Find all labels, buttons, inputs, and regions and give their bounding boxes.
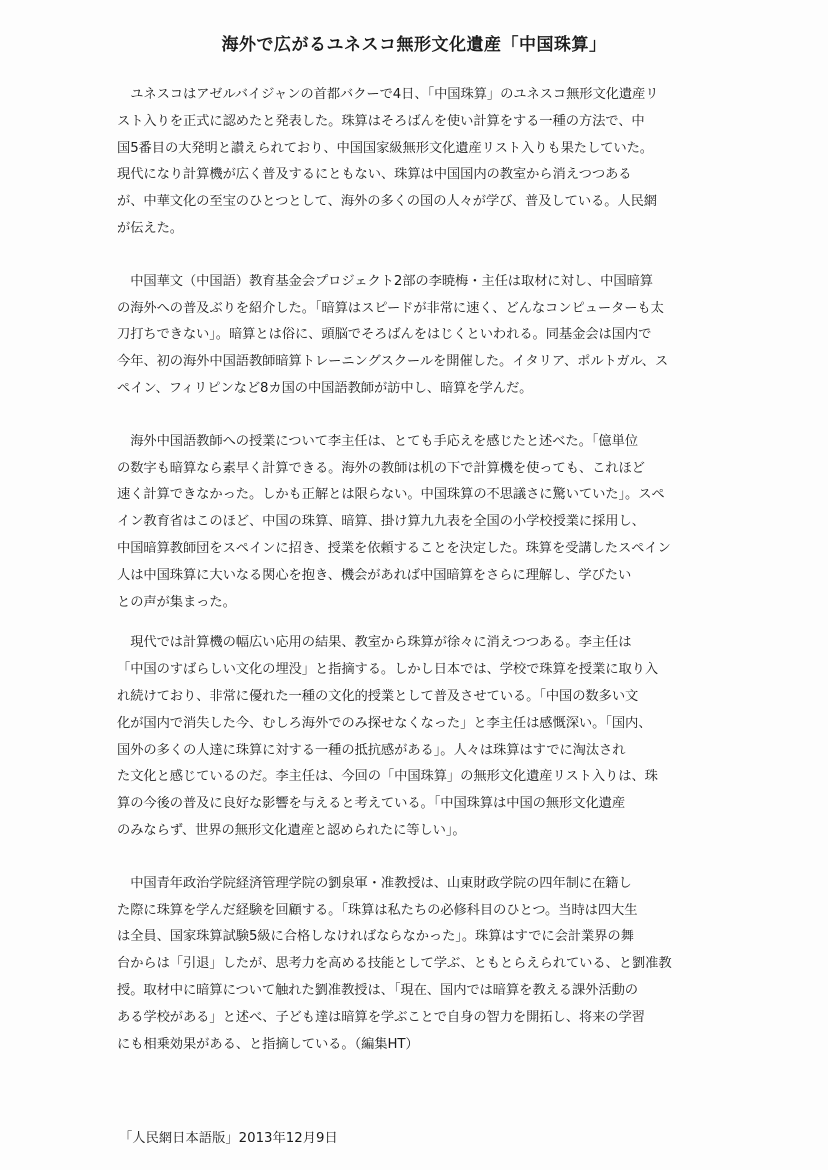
text-line: が伝えた。 bbox=[117, 220, 183, 236]
text-line: た文化と感じているのだ。李主任は、今回の「中国珠算」の無形文化遺産リスト入りは、珠 bbox=[117, 769, 658, 785]
text-line: は全員、国家珠算試験5級に合格しなければならなかった」。珠算はすでに会計業界の舞 bbox=[117, 929, 634, 945]
text-line: の海外への普及ぶりを紹介した。「暗算はスピードが非常に速く、どんなコンピューターも太 bbox=[117, 300, 664, 316]
paragraph-4 bbox=[117, 630, 721, 844]
text-line: ペイン、フィリピンなど8カ国の中国語教師が訪中し、暗算を学んだ。 bbox=[117, 380, 533, 396]
text-line: が、中華文化の至宝のひとつとして、海外の多くの国の人々が学び、普及している。人民網 bbox=[117, 194, 658, 210]
text-line: 中国青年政治学院経済管理学院の劉泉軍・准教授は、山東財政学院の四年制に在籍し bbox=[117, 875, 632, 891]
text-line: 現代になり計算機が広く普及するにともない、珠算は中国国内の教室から消えつつある bbox=[117, 167, 632, 183]
text-line: 現代では計算機の幅広い応用の結果、教室から珠算が徐々に消えつつある。李主任は bbox=[117, 635, 632, 651]
text-line: 国5番目の大発明と讃えられており、中国国家級無形文化遺産リスト入りも果たしていた。 bbox=[117, 140, 653, 156]
text-line: 算の今後の普及に良好な影響を与えると考えている。「中国珠算は中国の無形文化遺産 bbox=[117, 796, 626, 812]
text-line: 授。取材中に暗算について触れた劉准教授は、「現在、国内では暗算を教える課外活動の bbox=[117, 982, 638, 998]
paragraph-5 bbox=[117, 871, 721, 1059]
text-line: 中国暗算教師団をスペインに招き、授業を依頼することを決定した。珠算を受講したスペイン bbox=[117, 540, 671, 556]
text-line: れ続けており、非常に優れた一種の文化的授業として普及させている。「中国の数多い文 bbox=[117, 688, 639, 704]
text-line: 「中国のすばらしい文化の埋没」と指摘する。しかし日本では、学校で珠算を授業に取り入 bbox=[117, 662, 659, 678]
article-body bbox=[117, 82, 721, 1084]
text-line: 人は中国珠算に大いなる関心を抱き、機会があれば中国暗算をさらに理解し、学びたい bbox=[117, 567, 632, 583]
page-title: 海外で広がるユネスコ無形文化遺産「中国珠算」 bbox=[221, 35, 607, 55]
text-line: 台からは「引退」したが、思考力を高める技能として学ぶ、ともとらえられている、と劉准教 bbox=[117, 956, 672, 972]
text-line: ある学校がある」と述べ、子ども達は暗算を学ぶことで自身の智力を開拓し、将来の学習 bbox=[117, 1009, 645, 1025]
paragraph-3 bbox=[117, 429, 721, 617]
text-line: 海外中国語教師への授業について李主任は、とても手応えを感じたと述べた。「億単位 bbox=[117, 433, 638, 449]
text-line: のみならず、世界の無形文化遺産と認められたに等しい」。 bbox=[117, 822, 466, 838]
text-line: の数字も暗算なら素早く計算できる。海外の教師は机の下で計算機を使っても、これほど bbox=[117, 460, 645, 476]
text-line: 国外の多くの人達に珠算に対する一種の抵抗感がある」。人々は珠算はすでに淘汰され bbox=[117, 742, 626, 758]
text-line: 中国華文（中国語）教育基金会プロジェクト2部の李暁梅・主任は取材に対し、中国暗算 bbox=[117, 273, 653, 289]
source-citation: 「人民網日本語版」2013年12月9日 bbox=[119, 1131, 338, 1146]
paragraph-2 bbox=[117, 269, 721, 403]
text-line: 化が国内で消失した今、むしろ海外でのみ探せなくなった」と李主任は感慨深い。「国内、 bbox=[117, 715, 652, 731]
text-line: 刀打ちできない」。暗算とは俗に、頭脳でそろばんをはじくといわれる。同基金会は国内で bbox=[117, 327, 652, 343]
text-line: スト入りを正式に認めたと発表した。珠算はそろばんを使い計算をする一種の方法で、中 bbox=[117, 113, 645, 129]
text-line: との声が集まった。 bbox=[117, 594, 236, 610]
text-line: た際に珠算を学んだ経験を回顧する。「珠算は私たちの必修科目のひとつ。当時は四大生 bbox=[117, 902, 638, 918]
text-line: ユネスコはアゼルバイジャンの首都バクーで4日、「中国珠算」のユネスコ無形文化遺産リ bbox=[117, 87, 659, 102]
text-line: 今年、初の海外中国語教師暗算トレーニングスクールを開催した。イタリア、ポルトガル、ス bbox=[117, 354, 669, 370]
text-line: にも相乗効果がある、と指摘している。（編集HT） bbox=[117, 1036, 419, 1052]
text-line: イン教育省はこのほど、中国の珠算、暗算、掛け算九九表を全国の小学校授業に採用し、 bbox=[117, 514, 645, 530]
paragraph-1 bbox=[117, 82, 721, 243]
text-line: 速く計算できなかった。しかも正解とは限らない。中国珠算の不思議さに驚いていた」。スペ bbox=[117, 487, 665, 503]
